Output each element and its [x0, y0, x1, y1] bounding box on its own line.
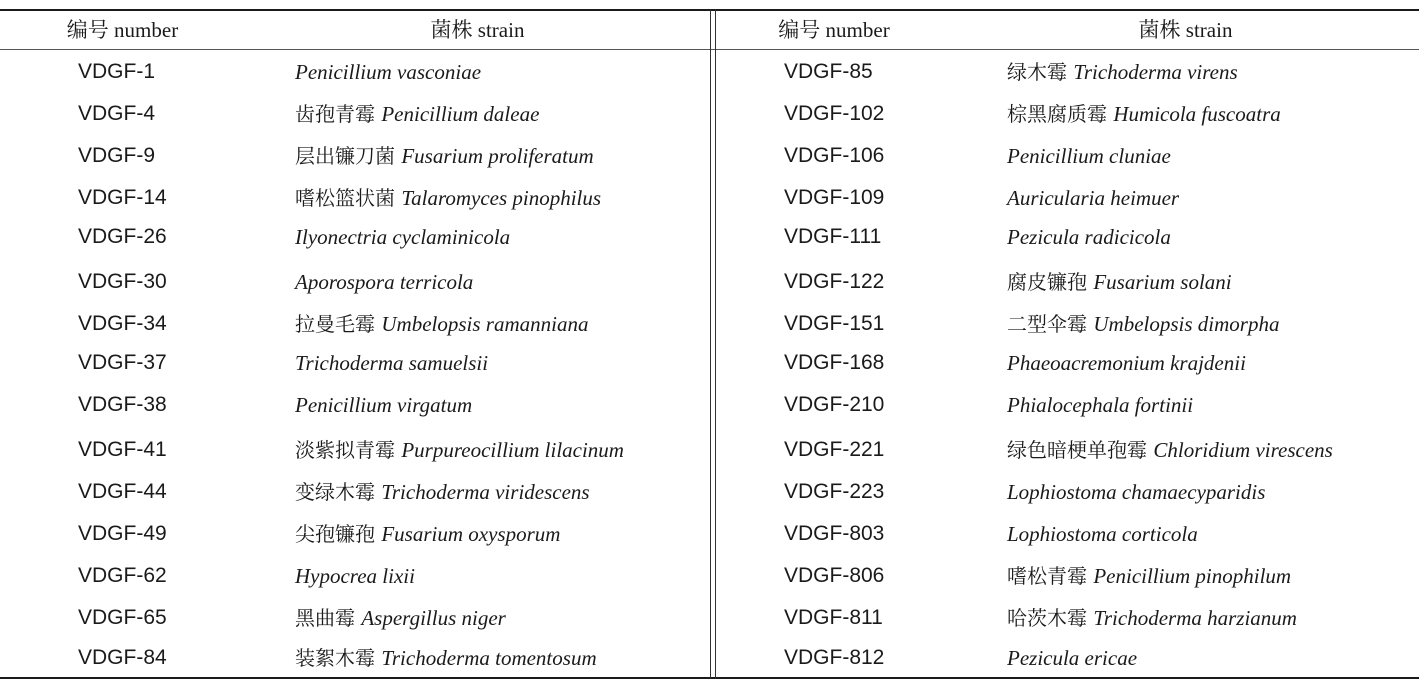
strain-number: VDGF-221 [784, 438, 885, 461]
strain-scientific-name: Trichoderma harzianum [1093, 606, 1297, 630]
table-row [0, 94, 1419, 134]
table-row [0, 136, 1419, 176]
strain-name [1007, 178, 1179, 218]
strain-scientific-name: Humicola fuscoatra [1113, 102, 1281, 126]
strain-name [1007, 343, 1246, 383]
strain-scientific-name: Pezicula ericae [1007, 646, 1138, 670]
header-strain-right: 菌株 strain [1138, 18, 1233, 42]
strain-number: VDGF-49 [78, 522, 167, 545]
strain-scientific-name: Lophiostoma corticola [1007, 522, 1198, 546]
strain-name [1007, 136, 1171, 176]
strain-number: VDGF-811 [784, 606, 883, 629]
strain-name [295, 217, 510, 257]
table-row [0, 472, 1419, 512]
strain-name [295, 136, 594, 176]
table-row [0, 304, 1419, 344]
strain-name [295, 304, 588, 344]
strain-scientific-name: Talaromyces pinophilus [401, 186, 602, 210]
strain-scientific-name: Fusarium proliferatum [401, 144, 594, 168]
strain-number: VDGF-803 [784, 522, 885, 545]
strain-chinese-name: 装絮木霉 [295, 646, 382, 670]
strain-name [295, 385, 472, 425]
strain-scientific-name: Penicillium cluniae [1007, 144, 1171, 168]
strain-name [1007, 304, 1279, 344]
strain-scientific-name: Aspergillus niger [361, 606, 506, 630]
table-row [0, 343, 1419, 383]
strain-number: VDGF-812 [784, 646, 885, 669]
strain-name [295, 472, 590, 512]
strain-scientific-name: Penicillium virgatum [295, 393, 473, 417]
strain-scientific-name: Phaeoacremonium krajdenii [1007, 351, 1246, 375]
strain-number: VDGF-30 [78, 270, 167, 293]
strain-scientific-name: Purpureocillium lilacinum [401, 438, 624, 462]
strain-scientific-name: Lophiostoma chamaecyparidis [1007, 480, 1266, 504]
strain-chinese-name: 腐皮镰孢 [1007, 270, 1094, 294]
strain-name [295, 514, 560, 554]
strain-name [295, 94, 539, 134]
strain-name [1007, 556, 1291, 596]
strain-name [1007, 514, 1198, 554]
strain-number: VDGF-109 [784, 186, 885, 209]
strain-scientific-name: Trichoderma virens [1073, 60, 1238, 84]
strain-scientific-name: Umbelopsis ramanniana [381, 312, 589, 336]
strain-name [295, 556, 415, 596]
strain-chinese-name: 棕黑腐质霉 [1007, 102, 1114, 126]
table-row [0, 52, 1419, 92]
strain-number: VDGF-62 [78, 564, 167, 587]
table-row [0, 514, 1419, 554]
strain-number: VDGF-4 [78, 102, 156, 125]
strain-chinese-name: 层出镰刀菌 [295, 144, 402, 168]
strain-chinese-name: 齿孢青霉 [295, 102, 382, 126]
strain-scientific-name: Penicillium daleae [381, 102, 540, 126]
strain-chinese-name: 尖孢镰孢 [295, 522, 382, 546]
strain-scientific-name: Aporospora terricola [295, 270, 474, 294]
table-row [0, 598, 1419, 638]
strain-name [295, 178, 601, 218]
strain-scientific-name: Hypocrea lixii [295, 564, 415, 588]
strain-number: VDGF-168 [784, 351, 885, 374]
strain-chinese-name: 绿木霉 [1007, 60, 1074, 84]
strain-chinese-name: 黑曲霉 [295, 606, 362, 630]
strain-scientific-name: Penicillium pinophilum [1093, 564, 1292, 588]
strain-name [1007, 52, 1238, 92]
strain-chinese-name: 二型伞霉 [1007, 312, 1094, 336]
strain-number: VDGF-41 [78, 438, 167, 461]
strain-number: VDGF-223 [784, 480, 885, 503]
strain-scientific-name: Pezicula radicicola [1007, 225, 1171, 249]
strain-name [1007, 94, 1281, 134]
strain-number: VDGF-9 [78, 144, 156, 167]
table-row [0, 385, 1419, 425]
strain-scientific-name: Trichoderma viridescens [381, 480, 590, 504]
table-row [0, 262, 1419, 302]
strain-number: VDGF-102 [784, 102, 885, 125]
strain-scientific-name: Auricularia heimuer [1007, 186, 1180, 210]
strain-scientific-name: Penicillium vasconiae [295, 60, 482, 84]
strain-name [295, 430, 624, 470]
strain-number: VDGF-122 [784, 270, 885, 293]
strain-number: VDGF-38 [78, 393, 167, 416]
table-row [0, 556, 1419, 596]
strain-number: VDGF-210 [784, 393, 885, 416]
strain-name [295, 262, 473, 302]
strain-chinese-name: 绿色暗梗单孢霉 [1007, 438, 1154, 462]
strain-name [295, 343, 488, 383]
strain-chinese-name: 拉曼毛霉 [295, 312, 382, 336]
table-row [0, 430, 1419, 470]
strain-number: VDGF-84 [78, 646, 167, 669]
strain-scientific-name: Umbelopsis dimorpha [1093, 312, 1280, 336]
strain-name [1007, 262, 1232, 302]
strain-number: VDGF-151 [784, 312, 885, 335]
strain-chinese-name: 嗜松青霉 [1007, 564, 1094, 588]
strain-number: VDGF-85 [784, 60, 873, 83]
strain-scientific-name: Fusarium solani [1093, 270, 1232, 294]
strain-name [1007, 638, 1137, 678]
strain-scientific-name: Ilyonectria cyclaminicola [295, 225, 511, 249]
strain-number: VDGF-65 [78, 606, 167, 629]
strain-name [295, 638, 597, 678]
strain-number: VDGF-14 [78, 186, 167, 209]
strain-number: VDGF-106 [784, 144, 885, 167]
table-row [0, 217, 1419, 257]
strain-number: VDGF-37 [78, 351, 167, 374]
strain-chinese-name: 变绿木霉 [295, 480, 382, 504]
strain-scientific-name: Trichoderma tomentosum [381, 646, 597, 670]
table-row [0, 638, 1419, 678]
strain-number: VDGF-34 [78, 312, 167, 335]
strain-scientific-name: Phialocephala fortinii [1007, 393, 1194, 417]
strain-name [1007, 217, 1171, 257]
strain-number: VDGF-111 [784, 225, 882, 248]
strain-name [1007, 472, 1265, 512]
strain-chinese-name: 淡紫拟青霉 [295, 438, 402, 462]
strain-number: VDGF-1 [78, 60, 156, 83]
header-number-right: 编号 number [778, 18, 890, 42]
strain-name [295, 52, 481, 92]
strain-number: VDGF-806 [784, 564, 885, 587]
strain-scientific-name: Fusarium oxysporum [381, 522, 561, 546]
strain-scientific-name: Chloridium virescens [1153, 438, 1333, 462]
strain-name [1007, 598, 1297, 638]
header-number-left: 编号 number [66, 18, 179, 42]
strain-scientific-name: Trichoderma samuelsii [295, 351, 489, 375]
header-strain-left: 菌株 strain [430, 18, 525, 42]
strain-name [295, 598, 506, 638]
strain-chinese-name: 嗜松篮状菌 [295, 186, 402, 210]
strain-number: VDGF-26 [78, 225, 167, 248]
table-row [0, 178, 1419, 218]
strain-name [1007, 430, 1333, 470]
strain-name [1007, 385, 1193, 425]
strain-chinese-name: 哈茨木霉 [1007, 606, 1094, 630]
strain-number: VDGF-44 [78, 480, 167, 503]
